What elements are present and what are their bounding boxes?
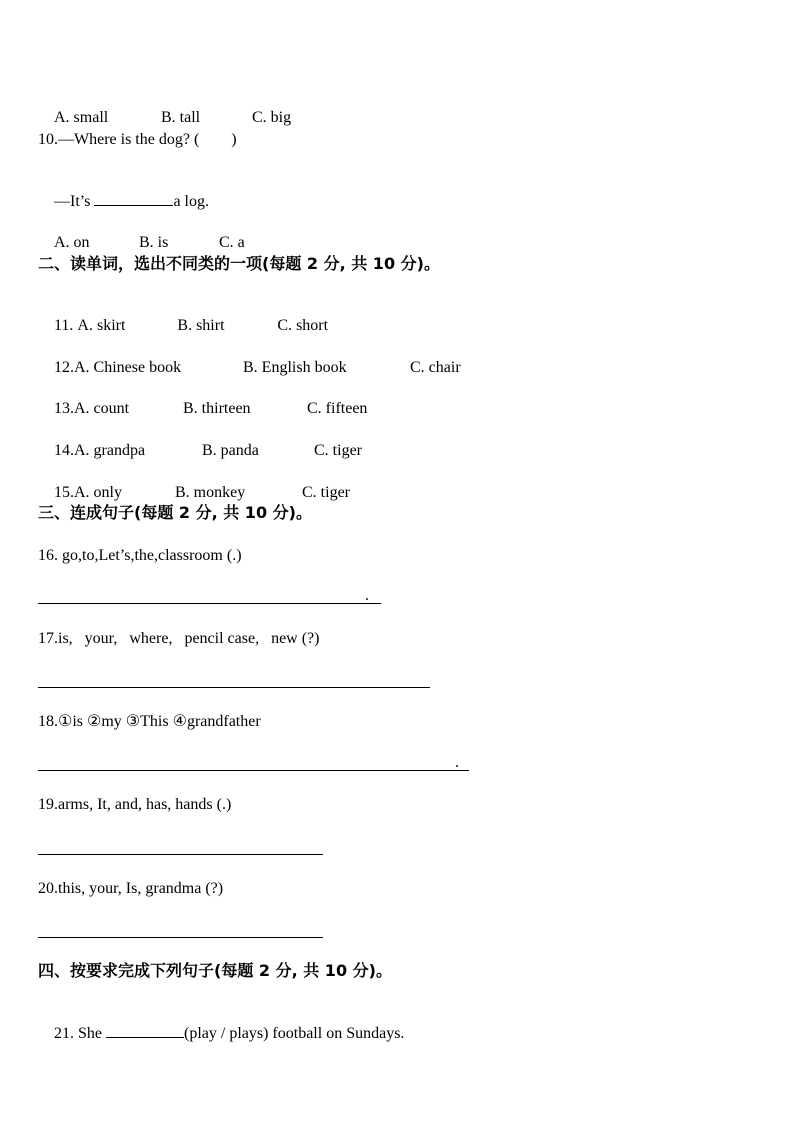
- q15-option-c: C. tiger: [302, 484, 350, 501]
- q11-option-a: A. skirt: [77, 317, 126, 334]
- q14-option-a: A. grandpa: [74, 442, 146, 459]
- q21-row: [38, 1003, 404, 1064]
- q10-option-c: C. a: [219, 234, 245, 251]
- q12-option-c: C. chair: [410, 359, 461, 376]
- q15-number: 15.: [54, 484, 74, 501]
- q19-answer-line[interactable]: [38, 836, 323, 855]
- q21-answer-blank[interactable]: [106, 1023, 184, 1038]
- q17-prompt: 17.is, your, where, pencil case, new (?): [38, 630, 320, 647]
- section3-heading: 三、连成句子(每题 2 分, 共 10 分)。: [38, 503, 312, 522]
- q16-answer-line[interactable]: [38, 585, 381, 604]
- q11-option-b: B. shirt: [177, 317, 225, 334]
- q15-option-a: A. only: [74, 484, 122, 501]
- q12-number: 12.: [54, 359, 74, 376]
- q18-answer-line[interactable]: [38, 752, 469, 771]
- q11-option-c: C. short: [277, 317, 329, 334]
- q20-answer-line[interactable]: [38, 919, 323, 938]
- q11-number: 11.: [54, 317, 78, 334]
- q20-prompt: 20.this, your, Is, grandma (?): [38, 880, 224, 897]
- q10-answer-suffix: a log.: [173, 193, 209, 210]
- q12-option-a: A. Chinese book: [74, 359, 182, 376]
- q12-option-b: B. English book: [243, 359, 347, 376]
- q13-option-c: C. fifteen: [307, 400, 368, 417]
- q13-option-b: B. thirteen: [183, 400, 251, 417]
- q14-option-c: C. tiger: [314, 442, 362, 459]
- q10-answer-prefix: —It’s: [54, 193, 95, 210]
- q10-answer-blank[interactable]: [94, 191, 173, 206]
- q13-number: 13.: [54, 400, 74, 417]
- q10-option-a: A. on: [54, 234, 90, 251]
- q9-option-b: B. tall: [161, 109, 201, 126]
- q19-prompt: 19.arms, It, and, has, hands (.): [38, 796, 232, 813]
- q10-question: 10.—Where is the dog? ( ): [38, 131, 237, 148]
- q16-end-mark: .: [365, 587, 369, 604]
- q17-answer-line[interactable]: [38, 669, 430, 688]
- q10-option-b: B. is: [139, 234, 169, 251]
- q16-prompt: 16. go,to,Let’s,the,classroom (.): [38, 547, 242, 564]
- q21-prefix: 21. She: [54, 1025, 106, 1042]
- q9-option-a: A. small: [54, 109, 109, 126]
- q9-option-c: C. big: [252, 109, 292, 126]
- q13-option-a: A. count: [74, 400, 130, 417]
- q18-prompt: 18.①is ②my ③This ④grandfather: [38, 713, 261, 730]
- q18-end-mark: .: [455, 754, 459, 771]
- q15-option-b: B. monkey: [175, 484, 246, 501]
- section2-heading: 二、读单词，选出不同类的一项(每题 2 分, 共 10 分)。: [38, 254, 440, 273]
- q21-suffix: (play / plays) football on Sundays.: [184, 1025, 405, 1042]
- q14-number: 14.: [54, 442, 74, 459]
- q14-option-b: B. panda: [202, 442, 259, 459]
- section4-heading: 四、按要求完成下列句子(每题 2 分, 共 10 分)。: [38, 961, 392, 980]
